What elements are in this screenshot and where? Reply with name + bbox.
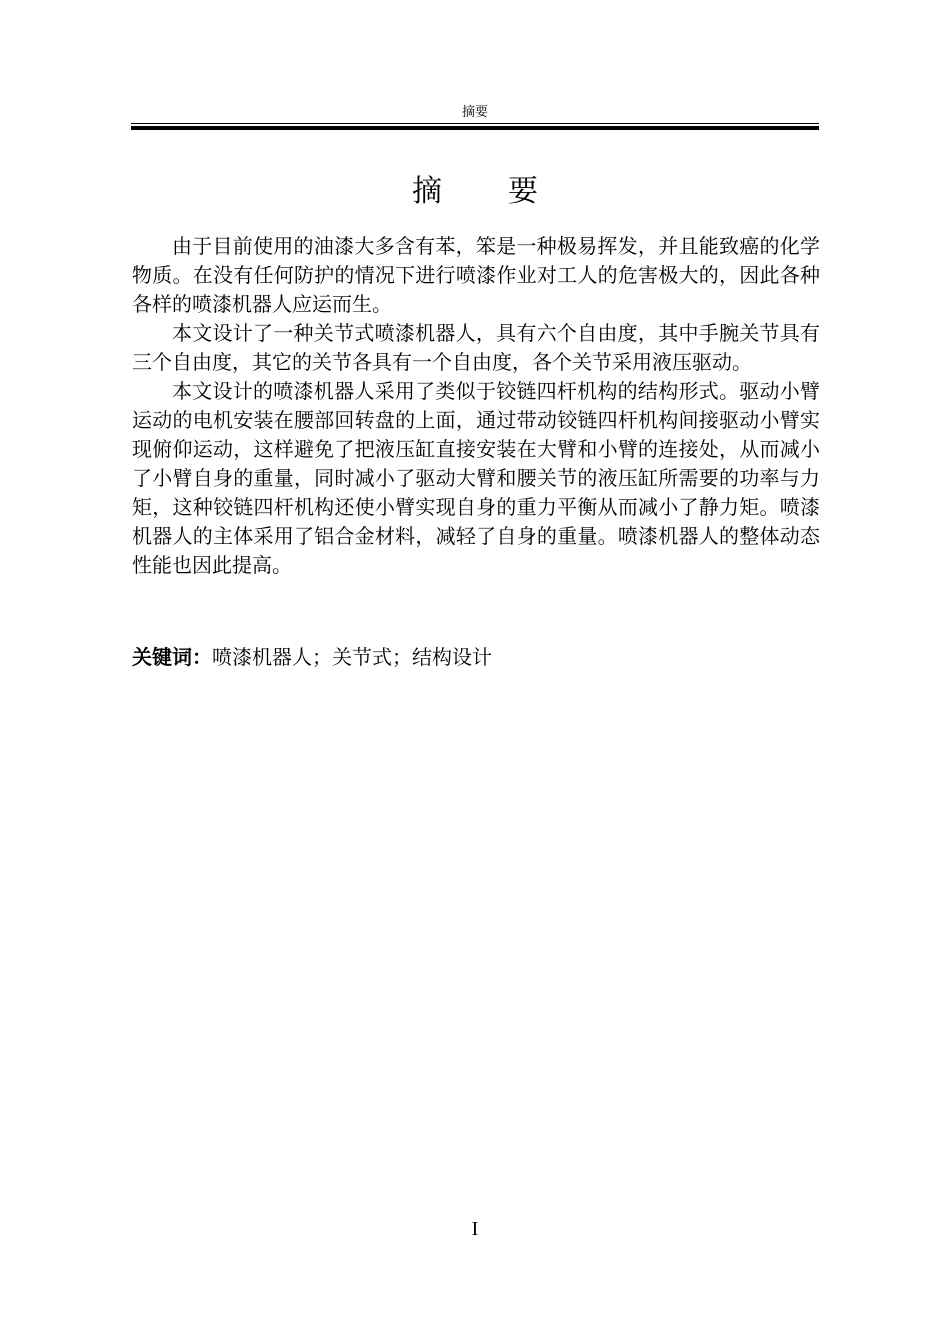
header-rule-thin [131, 123, 819, 124]
abstract-paragraph-1: 由于目前使用的油漆大多含有苯，笨是一种极易挥发，并且能致癌的化学物质。在没有任何防护的情况下进行喷漆作业对工人的危害极大的，因此各种各样的喷漆机器人应运而生。 [132, 234, 820, 316]
abstract-paragraph-3: 本文设计的喷漆机器人采用了类似于铰链四杆机构的结构形式。驱动小臂运动的电机安装在腰部回转盘的上面，通过带动铰链四杆机构间接驱动小臂实现俯仰运动，这样避免了把液压缸直接安装在大臂和小臂的连接处，从而减小了小臂自身的重量，同时减小了驱动大臂和腰关节的液压缸所需要的功率与力矩，这种铰链四杆机构还使小臂实现自身的重力平衡从而减小了静力矩。喷漆机器人的主体采用了铝合金材料，减轻了自身的重量。喷漆机器人的整体动态性能也因此提高。 [132, 379, 820, 577]
abstract-body [132, 232, 820, 580]
running-header: 摘要 [461, 105, 488, 120]
page-number: I [471, 1218, 479, 1240]
header-rule-thick [131, 126, 819, 130]
keywords-label: 关键词： [132, 645, 212, 669]
abstract-paragraph-2: 本文设计了一种关节式喷漆机器人，具有六个自由度，其中手腕关节具有三个自由度，其它的关节各具有一个自由度，各个关节采用液压驱动。 [132, 321, 820, 374]
keywords-line [132, 643, 820, 672]
page-title [0, 170, 950, 214]
title-char-2: 要 [508, 174, 538, 209]
title-char-1: 摘 [412, 174, 442, 209]
keywords-value: 喷漆机器人；关节式；结构设计 [212, 645, 492, 669]
